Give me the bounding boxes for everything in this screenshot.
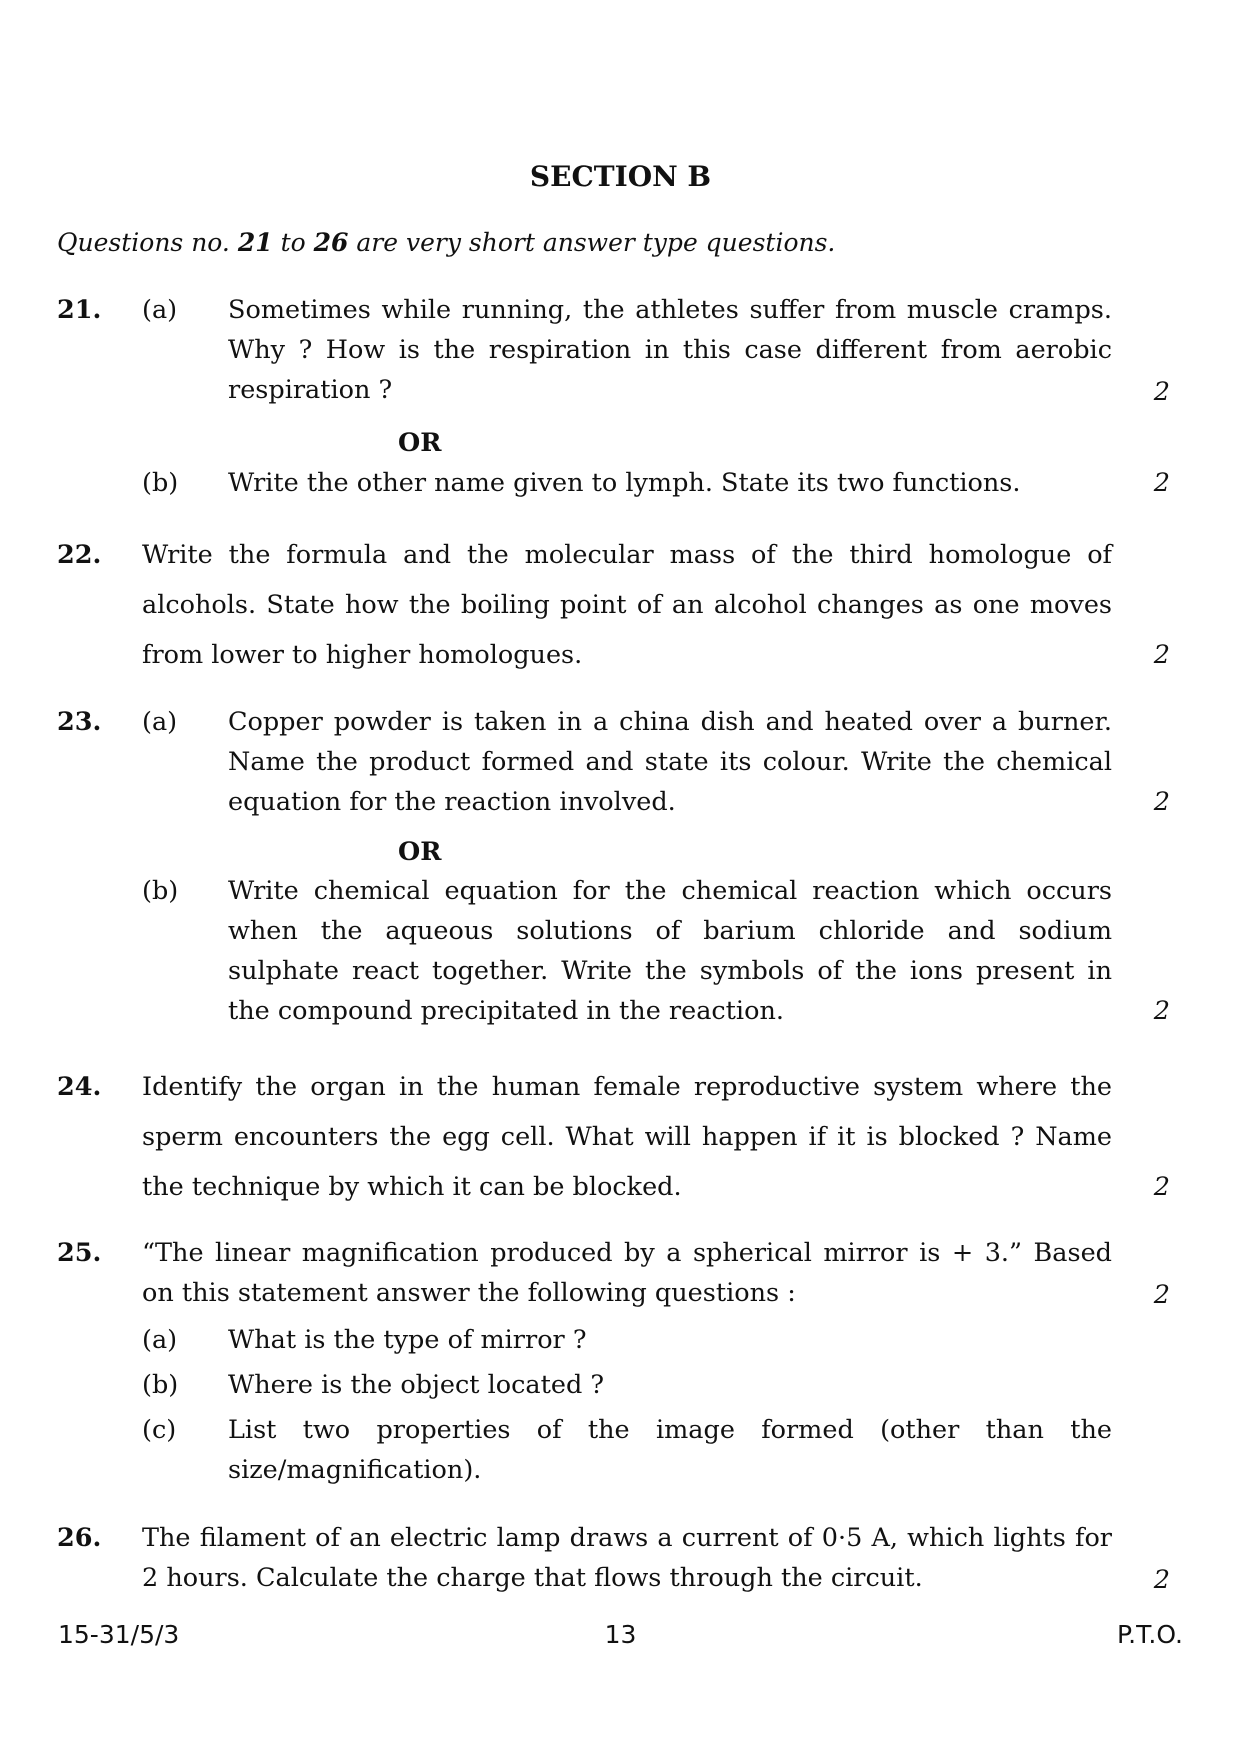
section-title: SECTION B	[529, 160, 712, 193]
pto-label: P.T.O.	[1117, 1620, 1183, 1649]
marks: 2	[1153, 1172, 1170, 1202]
marks: 2	[1153, 468, 1170, 498]
part-label: (b)	[142, 468, 179, 498]
marks: 2	[1153, 996, 1170, 1026]
question-number: 21.	[57, 295, 102, 325]
question-text: Write the other name given to lymph. State its two functions.	[228, 468, 1021, 498]
instructions-to-word: to	[280, 228, 306, 257]
part-label: (c)	[142, 1415, 177, 1445]
marks: 2	[1153, 1565, 1170, 1595]
sub-question-text: Where is the object located ?	[228, 1370, 605, 1400]
marks: 2	[1153, 1280, 1170, 1310]
or-label: OR	[398, 837, 442, 867]
question-text: The filament of an electric lamp draws a current of 0·5 A, which lights for 2 hours. Calculate the charge that flows through the circuit.	[142, 1523, 1112, 1593]
sub-question-text: What is the type of mirror ?	[228, 1325, 587, 1355]
instructions-to: 26	[313, 228, 349, 257]
question-number: 24.	[57, 1072, 102, 1102]
page-number: 13	[604, 1620, 637, 1649]
instructions	[57, 228, 835, 257]
marks: 2	[1153, 787, 1170, 817]
part-label: (a)	[142, 295, 178, 325]
question-text: “The linear magnification produced by a spherical mirror is + 3.” Based on this statement answer the following questions :	[142, 1238, 1112, 1308]
part-label: (a)	[142, 1325, 178, 1355]
question-number: 26.	[57, 1523, 102, 1553]
marks: 2	[1153, 377, 1170, 407]
question-text: Copper powder is taken in a china dish and heated over a burner. Name the product formed and state its colour. Write the chemical equation for the reaction involved.	[228, 707, 1112, 817]
part-label: (b)	[142, 1370, 179, 1400]
instructions-suffix: are very short answer type questions.	[356, 228, 836, 257]
part-label: (b)	[142, 876, 179, 906]
question-number: 22.	[57, 540, 102, 570]
question-text: Sometimes while running, the athletes suffer from muscle cramps. Why ? How is the respiration in this case different from aerobic respiration ?	[228, 295, 1112, 405]
marks: 2	[1153, 640, 1170, 670]
question-text: Identify the organ in the human female reproductive system where the sperm encounters the egg cell. What will happen if it is blocked ? Name the technique by which it can be blocked.	[142, 1072, 1112, 1202]
question-text: Write chemical equation for the chemical reaction which occurs when the aqueous solutions of barium chloride and sodium sulphate react together. Write the symbols of the ions present in the compound precipitated in the reaction.	[228, 876, 1112, 1026]
question-number: 23.	[57, 707, 102, 737]
instructions-prefix: Questions no.	[57, 228, 230, 257]
paper-code: 15-31/5/3	[58, 1620, 180, 1649]
question-text: Write the formula and the molecular mass of the third homologue of alcohols. State how the boiling point of an alcohol changes as one moves from lower to higher homologues.	[142, 540, 1112, 670]
question-number: 25.	[57, 1238, 102, 1268]
sub-question-text: List two properties of the image formed (other than the size/magnification).	[228, 1415, 1112, 1485]
part-label: (a)	[142, 707, 178, 737]
or-label: OR	[398, 428, 442, 458]
instructions-from: 21	[237, 228, 273, 257]
